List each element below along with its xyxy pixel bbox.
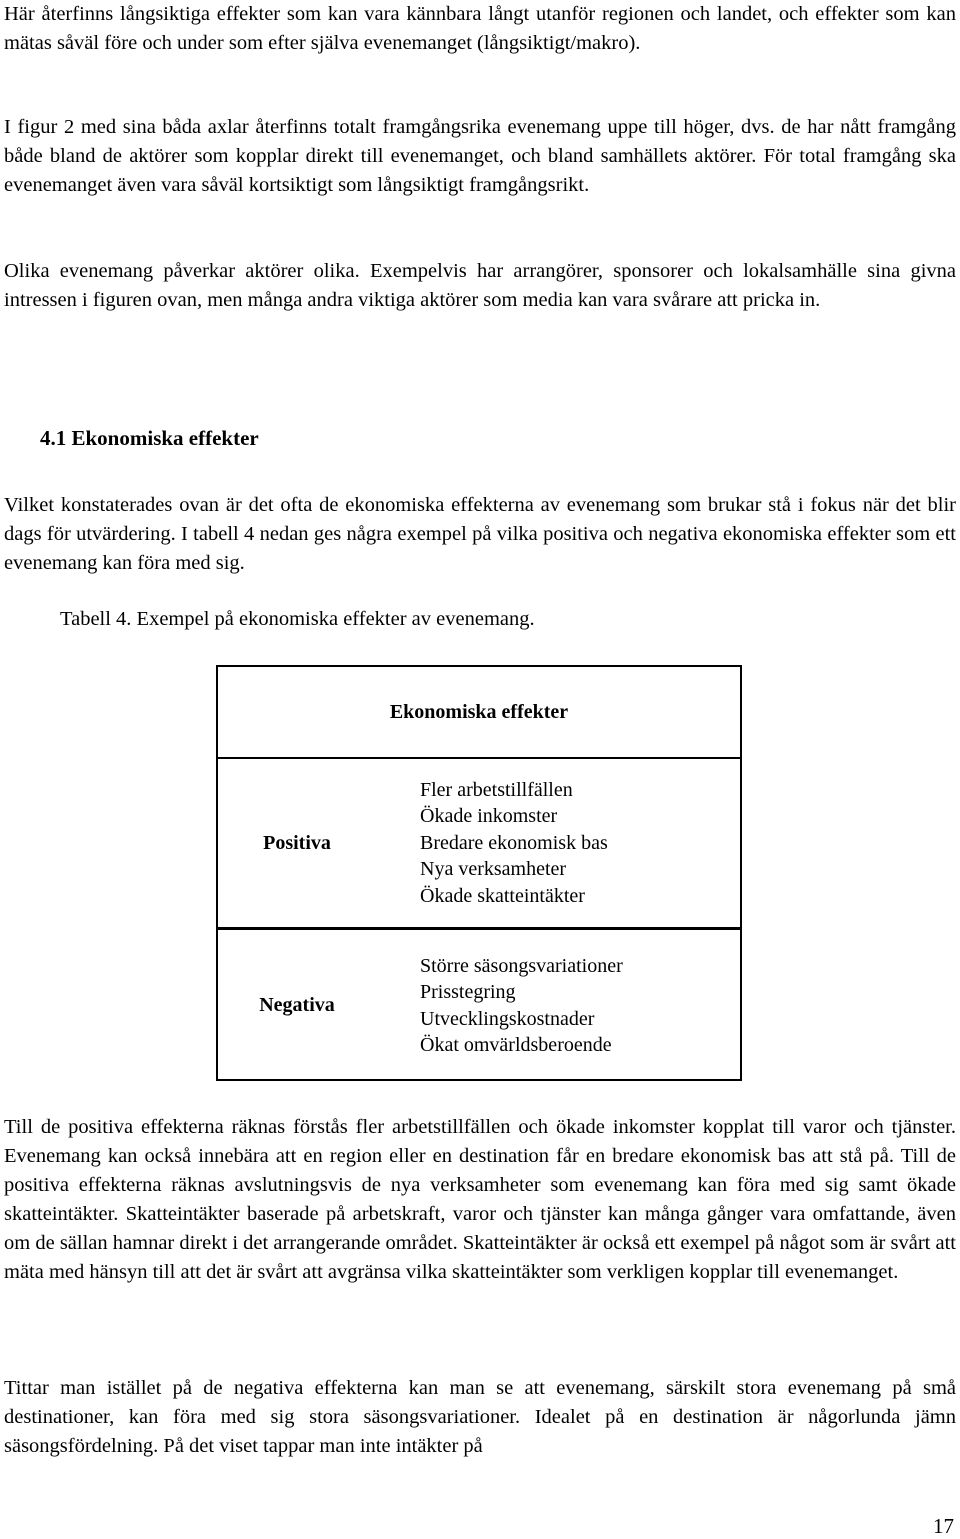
negative-item: Prisstegring: [420, 981, 516, 1003]
table-row-negative: [218, 930, 740, 1081]
negative-item: Ökat omvärldsberoende: [420, 1034, 612, 1056]
positive-item: Nya verksamheter: [420, 858, 567, 881]
economic-effects-table: [216, 665, 742, 1081]
negative-items: [420, 930, 623, 1081]
paragraph-economic-intro: Vilket konstaterades ovan är det ofta de ekonomiska effekterna av evenemang som brukar stå i fokus när det blir dags för utvärdering. I tabell 4 nedan ges några exempel på vilka positiva och negativa ekonomiska effekter som ett evenemang kan föra med sig.: [4, 494, 956, 574]
paragraph-positive-effects: Till de positiva effekterna räknas förstås fler arbetstillfällen och ökade inkomster kopplat till varor och tjänster. Evenemang kan också innebära att en region eller en destination får en bredare ekonomisk bas att stå på. Till de positiva effekterna räknas avslutningsvis de nya verksamheter som evenemang kan föra med sig samt ökade skatteintäkter. Skatteintäkter baserade på arbetskraft, varor och tjänster kan många gånger vara omfattande, även om de sällan hamnar direkt i det arrangerande området. Skatteintäkter är också ett exempel på något som är svårt att mäta med hänsyn till att det är svårt att avgränsa vilka skatteintäkter som verkligen kopplar till evenemanget.: [4, 1116, 956, 1283]
negative-item: Utvecklingskostnader: [420, 1007, 595, 1030]
page-number: 17: [933, 1514, 954, 1538]
table-row-positive: [218, 759, 740, 930]
paragraph-negative-effects: Tittar man istället på de negativa effekterna kan man se att evenemang, särskilt stora evenemang på små destinationer, kan föra med sig stora säsongsvariationer. Idealet på en destination är någorlunda jämn säsongsfördelning. På det viset tappar man inte intäkter på: [4, 1377, 956, 1457]
table-header: Ekonomiska effekter: [218, 667, 740, 759]
positive-item: Ökade inkomster: [420, 805, 558, 828]
positive-items: [420, 759, 608, 927]
positive-label: Positiva: [263, 831, 331, 854]
positive-item: Fler arbetstillfällen: [420, 778, 573, 801]
paragraph-actors: Olika evenemang påverkar aktörer olika. Exempelvis har arrangörer, sponsorer och lokalsamhälle sina givna intressen i figuren ovan, men många andra viktiga aktörer som media kan vara svårare att pricka in.: [4, 260, 956, 311]
positive-item: Ökade skatteintäkter: [420, 884, 585, 907]
table-caption: Tabell 4. Exempel på ekonomiska effekter av evenemang.: [60, 608, 535, 630]
paragraph-figure-2: I figur 2 med sina båda axlar återfinns totalt framgångsrika evenemang uppe till höger, dvs. de har nått framgång både bland de aktörer som kopplar direkt till evenemanget, och bland samhällets aktörer. För total framgång ska evenemanget även vara såväl kortsiktigt som långsiktigt framgångsrikt.: [4, 116, 956, 196]
negative-label: Negativa: [259, 994, 335, 1016]
positive-item: Bredare ekonomisk bas: [420, 831, 608, 854]
paragraph-intro: Här återfinns långsiktiga effekter som kan vara kännbara långt utanför regionen och landet, och effekter som kan mätas såväl före och under som efter själva evenemanget (långsiktigt/makro).: [4, 3, 956, 54]
section-heading: 4.1 Ekonomiska effekter: [40, 426, 259, 450]
negative-item: Större säsongsvariationer: [420, 954, 623, 977]
